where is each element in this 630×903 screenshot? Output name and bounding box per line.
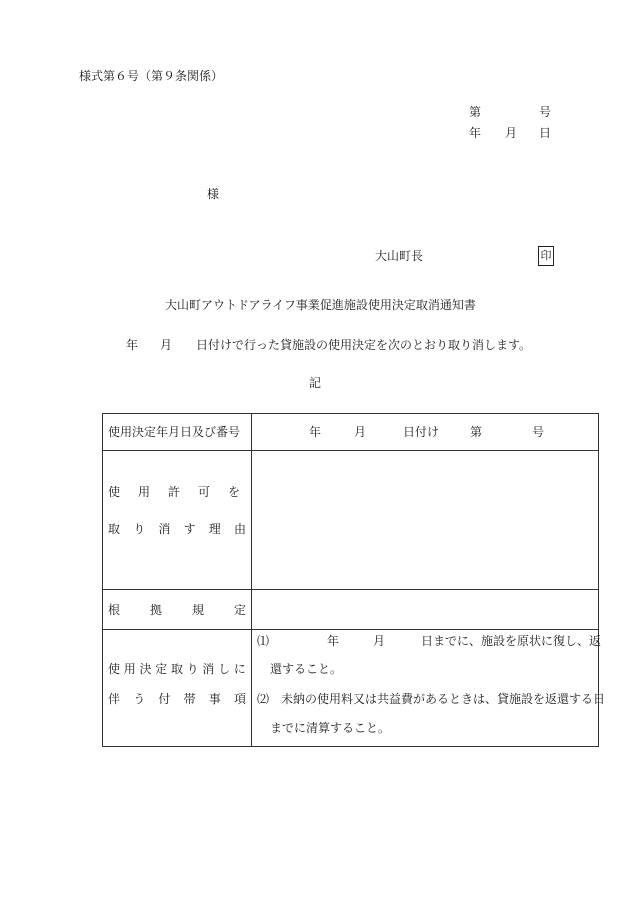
intro-month: 月 bbox=[160, 338, 173, 352]
row2-char: を bbox=[227, 485, 240, 499]
row4-item2-text: 未納の使用料又は共益費があるときは、貸施設を返還する日 bbox=[281, 692, 606, 706]
row4-char: 決 bbox=[139, 662, 152, 676]
intro-year: 年 bbox=[126, 338, 139, 352]
row4-char: 伴 bbox=[108, 692, 121, 706]
row4-label-line2 bbox=[108, 692, 246, 706]
row4-item2-continuation: までに清算すること。 bbox=[270, 721, 391, 735]
row4-item1-year: 年 bbox=[327, 634, 340, 648]
row4-char: し bbox=[218, 662, 231, 676]
row2-char: 理 bbox=[208, 522, 221, 536]
row1-month: 月 bbox=[354, 425, 367, 439]
row2-char: り bbox=[133, 522, 146, 536]
table-border-left bbox=[102, 413, 103, 747]
row4-char: 項 bbox=[233, 692, 246, 706]
row4-item2-marker: ⑵ bbox=[257, 692, 270, 706]
row4-char: 定 bbox=[155, 662, 168, 676]
row4-char: 消 bbox=[202, 662, 215, 676]
row4-char: 取 bbox=[170, 662, 183, 676]
issuer-title: 大山町長 bbox=[375, 249, 424, 263]
ki-marker: 記 bbox=[309, 376, 322, 390]
row2-char: 可 bbox=[197, 485, 210, 499]
table-border-top bbox=[102, 413, 599, 414]
row3-char: 根 bbox=[108, 603, 121, 617]
row4-label-line1 bbox=[108, 662, 246, 676]
table-border-bottom bbox=[102, 746, 599, 747]
row2-char: 許 bbox=[167, 485, 180, 499]
row2-label-line1 bbox=[108, 485, 240, 499]
row1-year: 年 bbox=[309, 425, 322, 439]
form-number: 様式第６号（第９条関係） bbox=[79, 69, 224, 83]
table-line-1 bbox=[102, 450, 599, 451]
row4-char: 使 bbox=[108, 662, 121, 676]
row1-label: 使用決定年月日及び番号 bbox=[108, 425, 241, 439]
row1-dated: 日付け bbox=[403, 425, 440, 439]
date-year-label: 年 bbox=[469, 126, 482, 140]
row4-char: う bbox=[133, 692, 146, 706]
row3-char: 規 bbox=[191, 603, 204, 617]
row4-char: 用 bbox=[123, 662, 136, 676]
doc-number-suffix: 号 bbox=[539, 105, 552, 119]
row2-char: 由 bbox=[233, 522, 246, 536]
row4-char: り bbox=[186, 662, 199, 676]
row2-char: す bbox=[183, 522, 196, 536]
date-month-label: 月 bbox=[505, 126, 518, 140]
row4-char: に bbox=[233, 662, 246, 676]
row1-number-prefix: 第 bbox=[470, 425, 483, 439]
table-line-3 bbox=[102, 629, 599, 630]
row2-char: 取 bbox=[108, 522, 121, 536]
row4-item1-continuation: 還すること。 bbox=[270, 662, 343, 676]
row3-char: 拠 bbox=[149, 603, 162, 617]
row4-char: 帯 bbox=[183, 692, 196, 706]
row4-item1-text: 日までに、施設を原状に復し、返 bbox=[421, 634, 602, 648]
row4-char: 付 bbox=[158, 692, 171, 706]
addressee-suffix: 様 bbox=[207, 187, 220, 201]
row4-char: 事 bbox=[208, 692, 221, 706]
row3-label bbox=[108, 603, 246, 617]
doc-number-prefix: 第 bbox=[469, 105, 482, 119]
seal-stamp: 印 bbox=[538, 246, 554, 266]
row4-item1-marker: ⑴ bbox=[257, 634, 270, 648]
row1-number-suffix: 号 bbox=[532, 425, 545, 439]
date-day-label: 日 bbox=[539, 126, 552, 140]
document-title: 大山町アウトドアライフ事業促進施設使用決定取消通知書 bbox=[165, 298, 476, 312]
row2-char: 消 bbox=[158, 522, 171, 536]
row2-char: 使 bbox=[108, 485, 121, 499]
row4-item1-month: 月 bbox=[373, 634, 386, 648]
row2-char: 用 bbox=[137, 485, 150, 499]
table-col-divider bbox=[251, 413, 252, 747]
table-line-2 bbox=[102, 589, 599, 590]
intro-text: 日付けで行った貸施設の使用決定を次のとおり取り消します。 bbox=[196, 338, 532, 352]
row2-label-line2 bbox=[108, 522, 246, 536]
row3-char: 定 bbox=[233, 603, 246, 617]
